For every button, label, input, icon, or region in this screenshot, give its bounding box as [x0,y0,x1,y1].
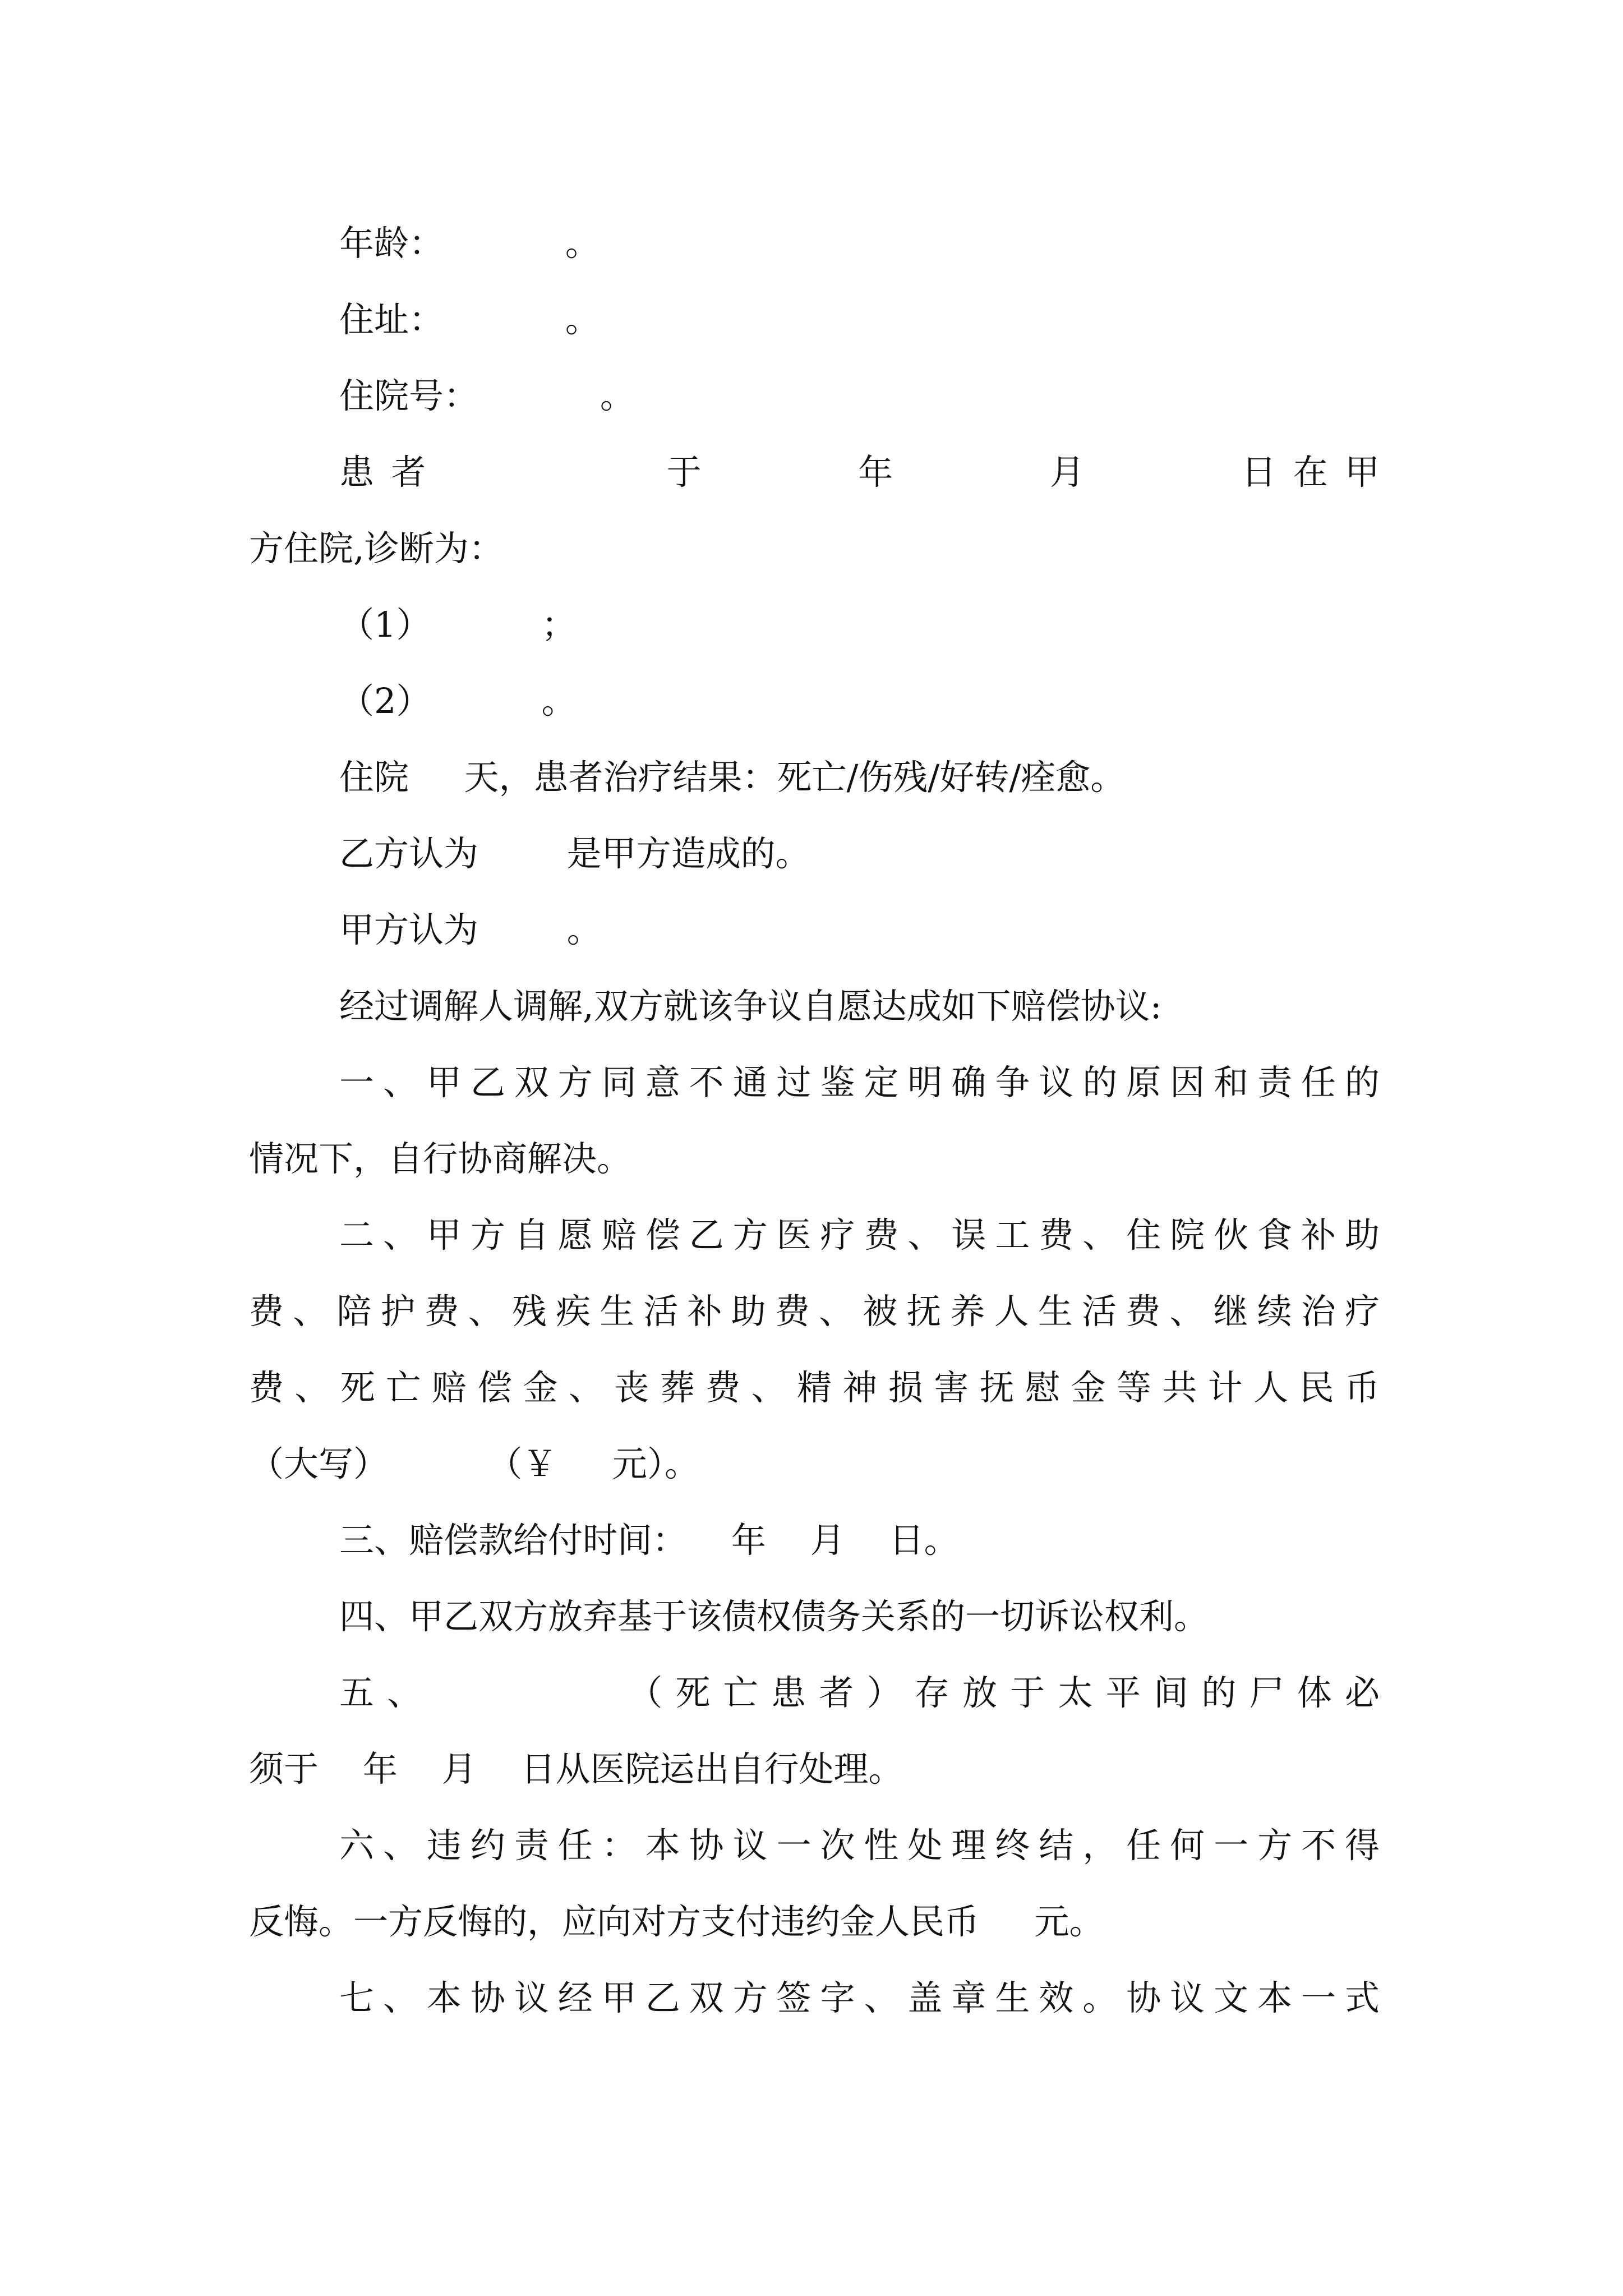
clause-2-line-2: 费、陪护费、残疾生活补助费、被抚养人生活费、继续治疗 [249,1291,1380,1332]
diagnosis-item-1: （1） ； [339,604,577,645]
diagnosis-intro-line: 方住院,诊断为： [249,528,504,569]
clause-7-line-1: 七、本协议经甲乙双方签字、盖章生效。协议文本一式 [339,1977,1380,2018]
address-line: 住址： 。 [339,299,600,340]
diagnosis-item-2: （2） 。 [339,680,577,721]
clause-6-line-2: 反悔。一方反悔的，应向对方支付违约金人民币 元。 [249,1901,1104,1942]
party-b-claim-line: 乙方认为 是甲方造成的。 [339,833,810,874]
clause-3-line: 三、赔偿款给付时间： 年 月 日。 [339,1520,959,1561]
mediation-line: 经过调解人调解,双方就该争议自愿达成如下赔偿协议: [339,986,1162,1027]
clause-1-line-1: 一、甲乙双方同意不通过鉴定明确争议的原因和责任的 [339,1062,1380,1103]
clause-2-line-4: （大写） （￥ 元）。 [249,1443,699,1484]
clause-2-line-1: 二、甲方自愿赔偿乙方医疗费、误工费、住院伙食补助 [339,1214,1380,1255]
clause-4-line: 四、甲乙双方放弃基于该债权债务关系的一切诉讼权利。 [339,1596,1209,1637]
clause-5-line-2: 须于 年 月 日从医院运出自行处理。 [249,1749,903,1789]
patient-admission-line: 患者 于 年 月 日在甲 [339,452,1380,493]
party-a-claim-line: 甲方认为 。 [339,909,602,950]
age-line: 年龄： 。 [339,223,600,264]
clause-6-line-1: 六、违约责任：本协议一次性处理终结，任何一方不得 [339,1825,1380,1866]
clause-2-line-3: 费、死亡赔偿金、丧葬费、精神损害抚慰金等共计人民币 [249,1367,1380,1408]
clause-5-line-1: 五、 （死亡患者）存放于太平间的尸体必 [339,1672,1380,1713]
treatment-result-line: 住院 天，患者治疗结果：死亡/伤残/好转/痊愈。 [339,757,1126,798]
clause-1-line-2: 情况下，自行协商解决。 [249,1138,632,1179]
hospital-number-line: 住院号： 。 [339,375,635,416]
